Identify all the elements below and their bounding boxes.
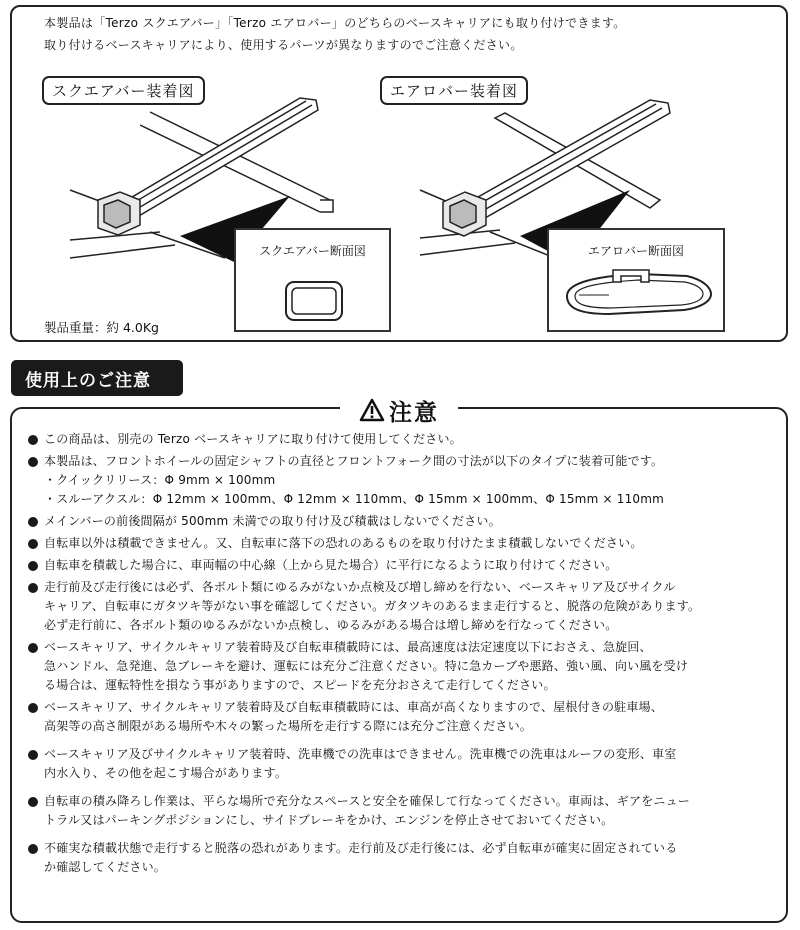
aero-section-title: エアロバー断面図 (587, 244, 684, 258)
caution-header-text: 注意 (389, 399, 439, 426)
caution-item: 不確実な積載状態で走行すると脱落の恐れがあります。走行前及び走行後には、必ず自転車が確実に固定されている か確認してください。 (28, 839, 778, 877)
intro-line-1: 本製品は「Terzo スクエアバー」「Terzo エアロバー」のどちらのベースキャリアにも取り付けできます。 (44, 16, 626, 30)
square-bar-label: スクエアバー装着図 (42, 76, 205, 105)
caution-item: ベースキャリア、サイクルキャリア装着時及び自転車積載時には、最高速度は法定速度以下におさえ、急旋回、 急ハンドル、急発進、急ブレーキを避け、運転には充分ご注意ください。特に急カーブや悪路、強い風、向い風を受け る場合は、運転特性を損なう事がありますので、スピードを充分おさえて走行してください。 (28, 638, 778, 695)
usage-caution-tag: 使用上のご注意 (11, 360, 183, 396)
bullet-icon (28, 457, 38, 467)
bullet-icon (28, 643, 38, 653)
bullet-icon (28, 703, 38, 713)
caution-header (340, 393, 458, 427)
caution-item: 自転車以外は積載できません。又、自転車に落下の恐れのあるものを取り付けたまま積載しないでください。 (28, 534, 778, 553)
intro-line-2: 取り付けるベースキャリアにより、使用するパーツが異なりますのでご注意ください。 (44, 38, 523, 52)
warning-icon (359, 398, 385, 422)
product-weight: 製品重量：約 4.0Kg (44, 320, 159, 335)
bullet-icon (28, 539, 38, 549)
caution-item: この商品は、別売の Terzo ベースキャリアに取り付けて使用してください。 (28, 430, 778, 449)
aero-bar-cross-section (547, 228, 725, 332)
bullet-icon (28, 583, 38, 593)
aero-profile-icon (549, 230, 723, 330)
caution-item: ベースキャリア、サイクルキャリア装着時及び自転車積載時には、車高が高くなりますので、屋根付きの駐車場、 高架等の高さ制限がある場所や木々の繁った場所を走行する際には充分ご注意ください。 (28, 698, 778, 736)
square-profile-icon (236, 230, 389, 330)
caution-item: 自転車を積載した場合に、車両幅の中心線（上から見た場合）に平行になるように取り付けてください。 (28, 556, 778, 575)
bullet-icon (28, 750, 38, 760)
square-section-title: スクエアバー断面図 (259, 244, 366, 258)
bullet-icon (28, 844, 38, 854)
aero-bar-label: エアロバー装着図 (380, 76, 528, 105)
bullet-icon (28, 517, 38, 527)
caution-list (28, 430, 778, 880)
caution-item: 自転車の積み降ろし作業は、平らな場所で充分なスペースと安全を確保して行なってください。車両は、ギアをニュー トラル又はパーキングポジションにし、サイドブレーキをかけ、エンジンを停止させておいてください。 (28, 792, 778, 830)
caution-item: メインバーの前後間隔が 500mm 未満での取り付け及び積載はしないでください。 (28, 512, 778, 531)
bullet-icon (28, 561, 38, 571)
caution-item: 本製品は、フロントホイールの固定シャフトの直径とフロントフォーク間の寸法が以下のタイプに装着可能です。 ・クイックリリース：Φ 9mm × 100mm ・スルーアクスル：Φ 12mm × 100mm、Φ 12mm × 110mm、Φ 15mm × 100mm、Φ 15mm × 110mm (28, 452, 778, 509)
square-bar-cross-section (234, 228, 391, 332)
caution-item: 走行前及び走行後には必ず、各ボルト類にゆるみがないか点検及び増し締めを行ない、ベースキャリア及びサイクル キャリア、自転車にガタツキ等がない事を確認してください。ガタツキのあるまま走行すると、脱落の危険があります。 必ず走行前に、各ボルト類のゆるみがないか点検し、ゆるみがある場合は増し締めを行なってください。 (28, 578, 778, 635)
bullet-icon (28, 797, 38, 807)
bullet-icon (28, 435, 38, 445)
caution-item: ベースキャリア及びサイクルキャリア装着時、洗車機での洗車はできません。洗車機での洗車はルーフの変形、車室 内水入り、その他を起こす場合があります。 (28, 745, 778, 783)
